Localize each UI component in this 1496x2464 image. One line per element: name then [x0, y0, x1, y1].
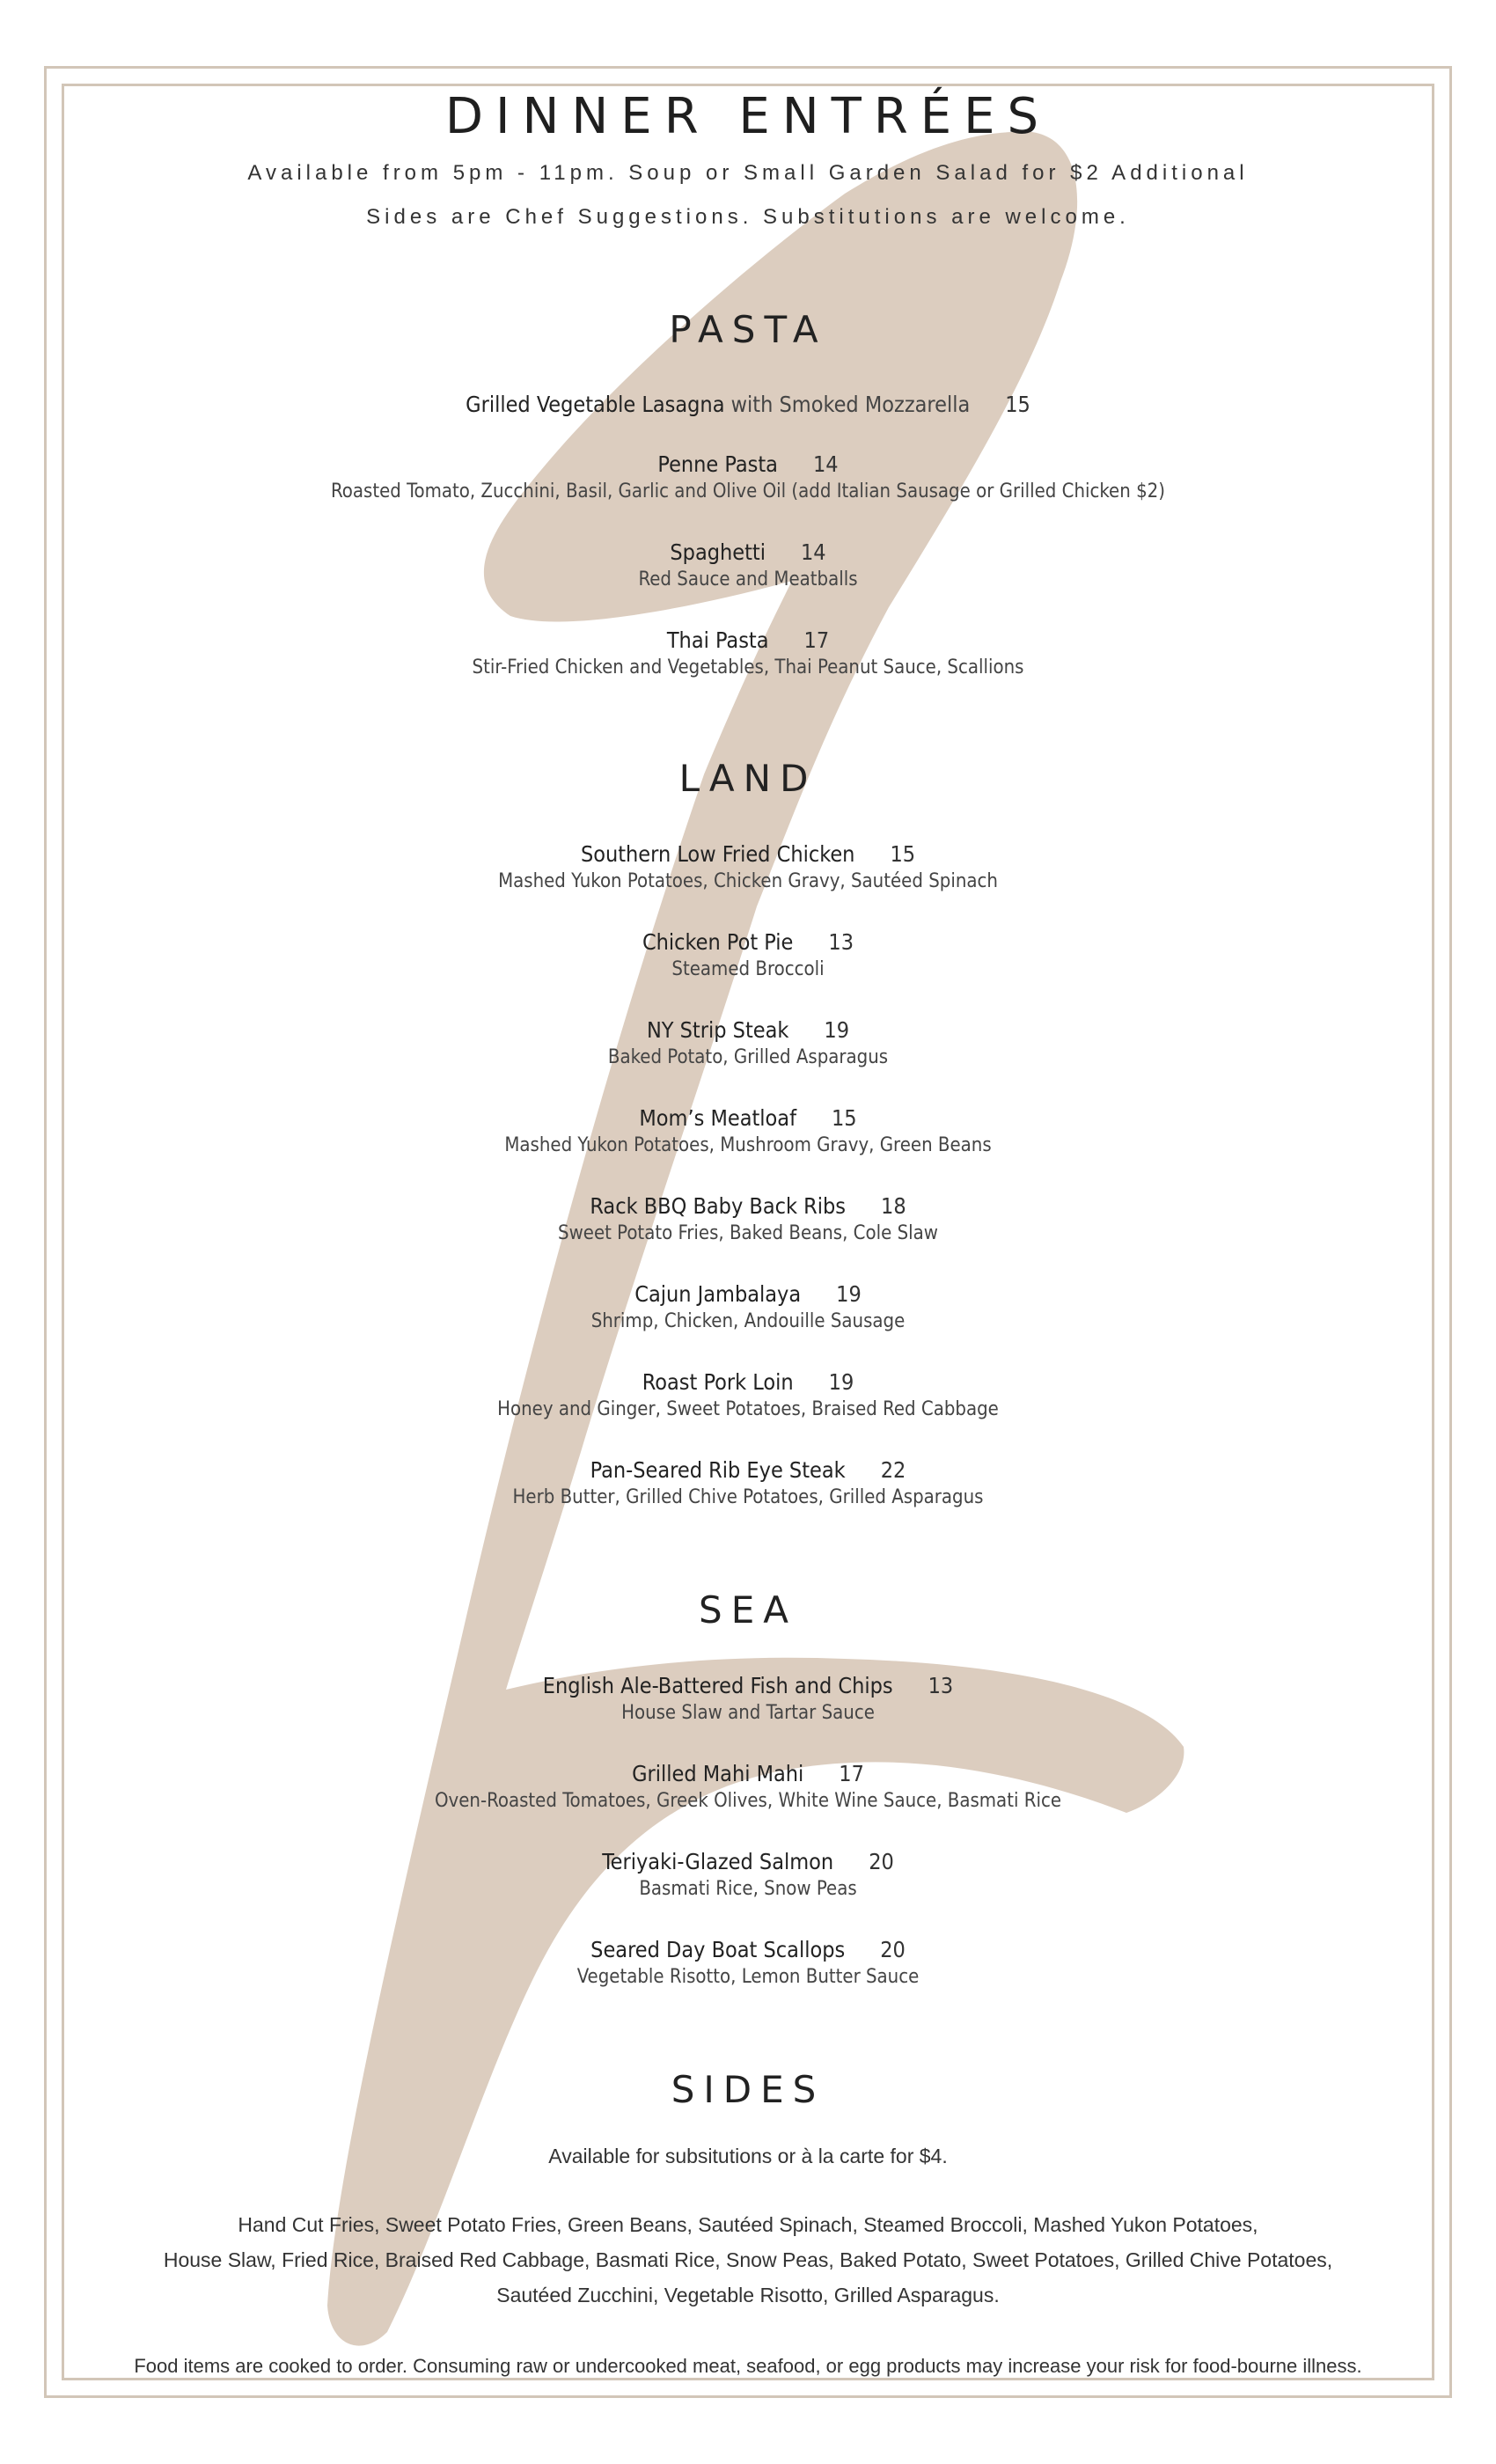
item-name: Penne Pasta [657, 451, 778, 477]
item-accompaniment: with Smoked Mozzarella [730, 392, 971, 417]
menu-item [70, 840, 1426, 895]
item-description: Vegetable Risotto, Lemon Butter Sauce [576, 1966, 920, 1988]
item-name: Spaghetti [670, 539, 766, 565]
item-price: 15 [832, 1105, 857, 1131]
item-name: Cajun Jambalaya [634, 1281, 802, 1307]
section-heading-pasta: PASTA [669, 308, 827, 351]
item-price: 20 [869, 1849, 894, 1874]
item-price: 15 [890, 841, 916, 867]
sides-list-line: House Slaw, Fried Rice, Braised Red Cabbage, Basmati Rice, Snow Peas, Baked Potato, Sweet Potatoes, Grilled Chive Potatoes, [163, 2248, 1333, 2271]
item-price: 22 [880, 1457, 906, 1483]
menu-item [70, 1936, 1426, 1991]
item-name: Southern Low Fried Chicken [580, 841, 855, 867]
menu-item [70, 1104, 1426, 1159]
menu-item [70, 1848, 1426, 1903]
sides-note: Available for subsitutions or à la carte for $4. [548, 2145, 948, 2167]
menu-item [70, 1280, 1426, 1335]
item-name: NY Strip Steak [646, 1017, 789, 1043]
item-price: 20 [880, 1937, 906, 1962]
sides-list-line: Hand Cut Fries, Sweet Potato Fries, Green Beans, Sautéed Spinach, Steamed Broccoli, Mashed Yukon Potatoes, [238, 2213, 1258, 2236]
section-heading-sides: SIDES [671, 2068, 825, 2111]
item-name: Chicken Pot Pie [642, 929, 794, 955]
sides-list-line: Sautéed Zucchini, Vegetable Risotto, Grilled Asparagus. [496, 2284, 1000, 2306]
item-price: 13 [828, 929, 854, 955]
item-price: 17 [839, 1761, 864, 1786]
item-name: Roast Pork Loin [642, 1369, 794, 1395]
item-description: House Slaw and Tartar Sauce [621, 1702, 875, 1724]
section-heading-land: LAND [678, 757, 818, 800]
item-price: 19 [828, 1369, 854, 1395]
menu-item [70, 451, 1426, 505]
sides-list [123, 2207, 1373, 2313]
item-description: Oven-Roasted Tomatoes, Greek Olives, White Wine Sauce, Basmati Rice [434, 1790, 1062, 1812]
item-description: Red Sauce and Meatballs [638, 568, 858, 590]
item-description: Sweet Potato Fries, Baked Beans, Cole Slaw [558, 1222, 938, 1244]
item-description: Steamed Broccoli [671, 958, 825, 980]
item-description: Basmati Rice, Snow Peas [639, 1878, 857, 1900]
menu-item [70, 1672, 1426, 1727]
item-description: Stir-Fried Chicken and Vegetables, Thai Peanut Sauce, Scallions [472, 656, 1024, 678]
item-price: 17 [803, 627, 830, 653]
item-name: Seared Day Boat Scallops [590, 1937, 846, 1962]
intro-line-sides: Sides are Chef Suggestions. Substitutions are welcome. [366, 205, 1130, 229]
menu-item [70, 928, 1426, 983]
item-description: Herb Butter, Grilled Chive Potatoes, Grilled Asparagus [512, 1486, 984, 1508]
item-description: Baked Potato, Grilled Asparagus [607, 1046, 889, 1068]
item-price: 15 [1005, 392, 1030, 417]
item-name: English Ale-Battered Fish and Chips [542, 1673, 893, 1698]
item-price: 13 [928, 1673, 954, 1698]
item-price: 14 [800, 539, 826, 565]
menu-title: DINNER ENTRÉES [444, 88, 1052, 145]
item-price: 18 [881, 1193, 906, 1219]
item-name: Mom’s Meatloaf [639, 1105, 796, 1131]
item-price: 14 [812, 451, 839, 477]
food-safety-disclaimer: Food items are cooked to order. Consuming raw or undercooked meat, seafood, or egg products may increase your risk for food-bourne illness. [134, 2355, 1362, 2377]
menu-item [70, 391, 1426, 419]
menu-item [70, 1016, 1426, 1071]
item-description: Shrimp, Chicken, Andouille Sausage [590, 1310, 906, 1332]
item-description: Mashed Yukon Potatoes, Chicken Gravy, Sautéed Spinach [498, 870, 998, 892]
menu-item [70, 627, 1426, 681]
menu-item [70, 1760, 1426, 1815]
menu-item [70, 539, 1426, 593]
menu-item [70, 1456, 1426, 1511]
item-name: Grilled Vegetable Lasagna [466, 392, 725, 417]
item-description: Honey and Ginger, Sweet Potatoes, Braised Red Cabbage [497, 1398, 999, 1420]
item-description: Mashed Yukon Potatoes, Mushroom Gravy, Green Beans [504, 1134, 992, 1156]
item-name: Teriyaki-Glazed Salmon [602, 1849, 834, 1874]
menu-item [70, 1368, 1426, 1423]
item-price: 19 [824, 1017, 850, 1043]
item-name: Grilled Mahi Mahi [632, 1761, 804, 1786]
item-name: Pan-Seared Rib Eye Steak [590, 1457, 846, 1483]
item-price: 19 [836, 1281, 862, 1307]
menu-item [70, 1192, 1426, 1247]
intro-line-hours: Available from 5pm - 11pm. Soup or Small Garden Salad for $2 Additional [247, 161, 1249, 185]
item-name: Thai Pasta [666, 627, 769, 653]
item-description: Roasted Tomato, Zucchini, Basil, Garlic and Olive Oil (add Italian Sausage or Grilled Chicken $2) [331, 480, 1165, 502]
item-name: Rack BBQ Baby Back Ribs [590, 1193, 847, 1219]
section-heading-sea: SEA [699, 1588, 797, 1632]
